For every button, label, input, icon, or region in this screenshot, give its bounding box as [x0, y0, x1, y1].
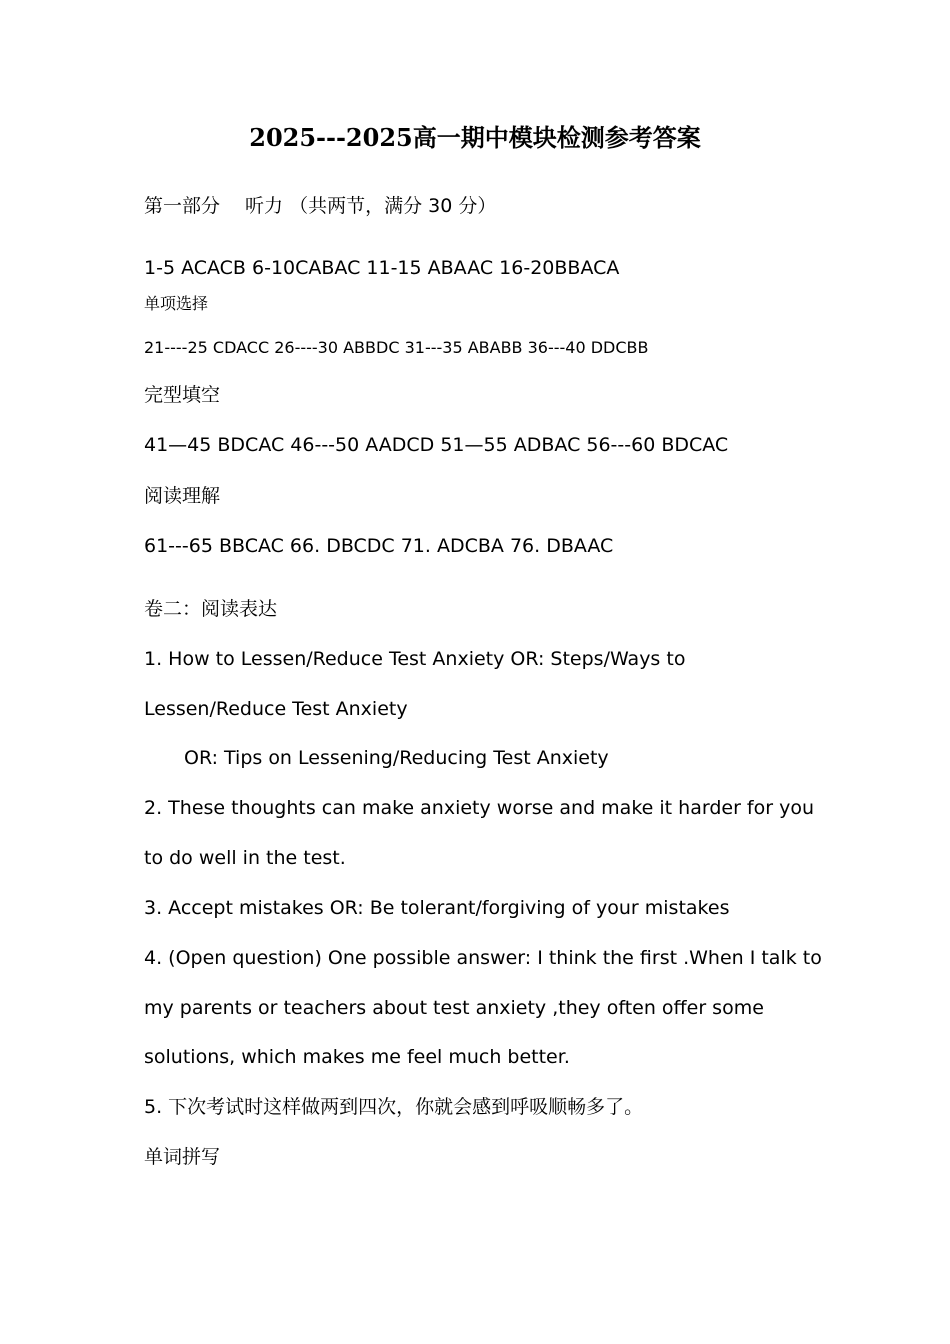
listening-answers: 1-5 ACACB 6-10CABAC 11-15 ABAAC 16-20BBACA	[144, 257, 620, 279]
part1-heading: 第一部分 听力 （共两节，满分 30 分）	[144, 195, 497, 217]
answer-line: Lessen/Reduce Test Anxiety	[144, 698, 408, 720]
reading-answers: 61---65 BBCAC 66. DBCDC 71. ADCBA 76. DBAAC	[144, 535, 614, 557]
answer-line: 2. These thoughts can make anxiety worse and make it harder for you	[144, 797, 814, 819]
answer-line: to do well in the test.	[144, 847, 346, 869]
spelling-heading: 单词拼写	[144, 1146, 221, 1168]
answer-line: 3. Accept mistakes OR: Be tolerant/forgiving of your mistakes	[144, 897, 730, 919]
answer-line: solutions, which makes me feel much better.	[144, 1046, 570, 1068]
reading-heading: 阅读理解	[144, 485, 221, 507]
answer-line: my parents or teachers about test anxiety ,they often offer some	[144, 997, 764, 1019]
volume2-heading: 卷二：阅读表达	[144, 598, 278, 620]
answer-line: 1. How to Lessen/Reduce Test Anxiety OR: Steps/Ways to	[144, 648, 686, 670]
page-title: 2025---2025高一期中模块检测参考答案	[249, 123, 701, 152]
cloze-heading: 完型填空	[144, 384, 221, 406]
answer-line: OR: Tips on Lessening/Reducing Test Anxiety	[184, 747, 609, 769]
single-choice-answers: 21----25 CDACC 26----30 ABBDC 31---35 ABABB 36---40 DDCBB	[144, 338, 649, 357]
answer-line: 4. (Open question) One possible answer: I think the first .When I talk to	[144, 947, 822, 969]
cloze-answers: 41—45 BDCAC 46---50 AADCD 51—55 ADBAC 56---60 BDCAC	[144, 434, 729, 456]
single-choice-heading: 单项选择	[144, 294, 209, 313]
answer-line: 5. 下次考试时这样做两到四次，你就会感到呼吸顺畅多了。	[144, 1096, 644, 1118]
